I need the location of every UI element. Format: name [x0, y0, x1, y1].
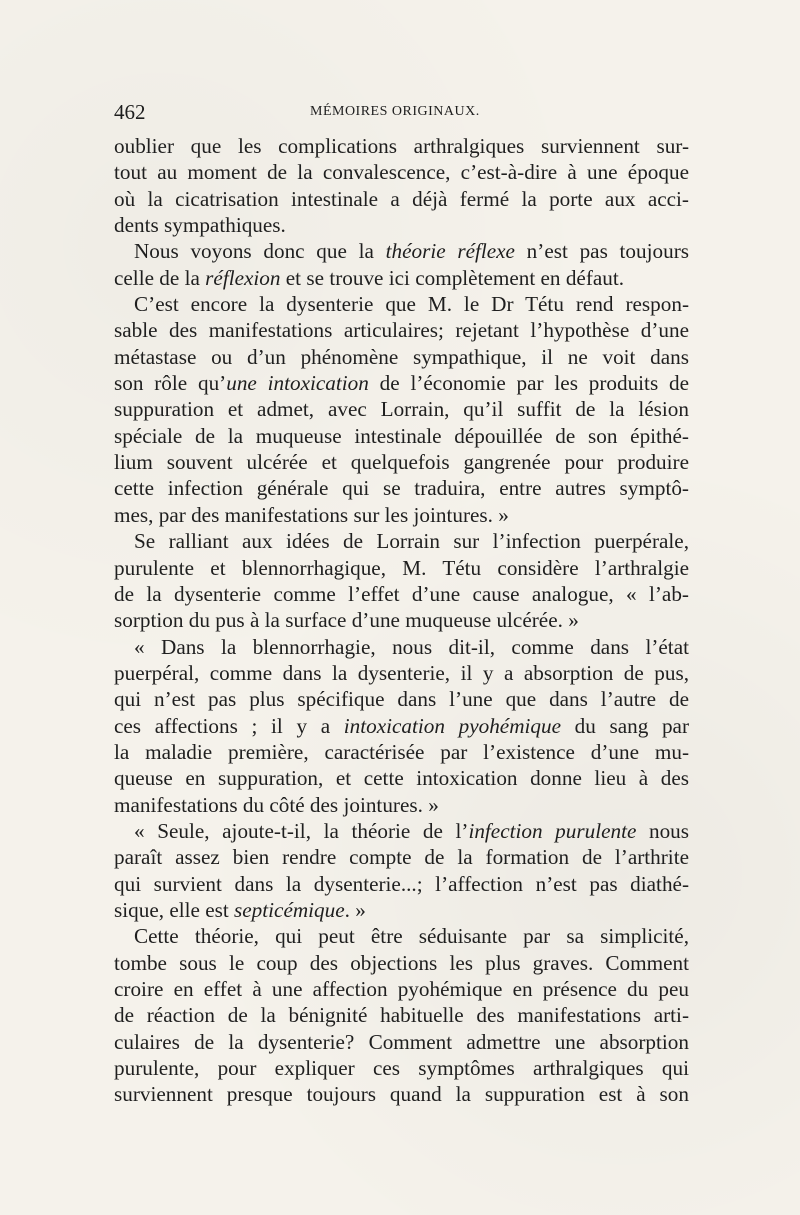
- text-line: [114, 792, 689, 818]
- page-number: 462: [114, 100, 146, 124]
- text-line: [114, 1029, 689, 1055]
- text-segment: nous: [636, 818, 689, 843]
- text-line: [114, 317, 689, 343]
- text-line: [114, 159, 689, 185]
- text-segment: . »: [344, 897, 366, 922]
- text-segment: de la dysenterie comme l’effet d’une cause analogue, « l’ab-: [114, 581, 689, 606]
- italic-text: une intoxication: [226, 371, 369, 396]
- text-segment: tombe sous le coup des objections les plus graves. Comment: [114, 950, 689, 975]
- text-line: [114, 449, 689, 475]
- text-segment: croire en effet à une affection pyohémique en présence du peu: [114, 977, 689, 1001]
- text-segment: C’est encore la dysenterie que M. le Dr Tétu rend respon-: [134, 292, 689, 317]
- text-segment: sorption du pus à la surface d’une muqueuse ulcérée. »: [114, 608, 579, 633]
- page-header: [114, 100, 694, 124]
- text-line: [114, 212, 689, 238]
- text-line: [114, 844, 689, 870]
- text-line: [114, 923, 689, 949]
- text-line: [114, 475, 689, 501]
- text-segment: du sang par: [560, 713, 689, 738]
- text-line: [114, 976, 689, 1002]
- text-line: [114, 186, 689, 212]
- text-segment: culaires de la dysenterie? Comment admettre une absorption: [114, 1029, 689, 1054]
- text-line: [114, 686, 689, 712]
- text-segment: manifestations du côté des jointures. »: [114, 792, 439, 817]
- italic-text: intoxication pyohémique: [343, 713, 561, 738]
- text-segment: où la cicatrisation intestinale a déjà fermé la porte aux acci-: [114, 186, 689, 211]
- text-line: [114, 1081, 689, 1107]
- text-segment: n’est pas toujours: [514, 239, 689, 264]
- text-line: [114, 265, 689, 291]
- text-line: [114, 396, 689, 422]
- text-segment: de l’économie par les produits de: [368, 371, 689, 396]
- italic-text: septicémique: [234, 897, 345, 922]
- text-line: [114, 660, 689, 686]
- text-segment: et se trouve ici complètement en défaut.: [280, 265, 625, 290]
- text-segment: purulente, pour expliquer ces symptômes arthralgiques qui: [114, 1056, 689, 1081]
- text-line: [114, 528, 689, 554]
- text-segment: mes, par des manifestations sur les jointures. »: [114, 502, 509, 527]
- text-segment: sable des manifestations articulaires; rejetant l’hypothèse d’une: [114, 318, 689, 343]
- text-line: [114, 344, 689, 370]
- text-segment: qui survient dans la dysenterie...; l’affection n’est pas diathé-: [114, 871, 689, 896]
- text-segment: Se ralliant aux idées de Lorrain sur l’infection puerpérale,: [134, 529, 689, 554]
- text-segment: tout au moment de la convalescence, c’est-à-dire à une époque: [114, 160, 689, 185]
- text-line: [114, 818, 689, 844]
- text-segment: de réaction de la bénignité habituelle des manifestations arti-: [114, 1003, 689, 1028]
- text-line: [114, 1055, 689, 1081]
- text-line: [114, 581, 689, 607]
- text-segment: spéciale de la muqueuse intestinale dépouillée de son épithé-: [114, 423, 689, 448]
- text-line: [114, 634, 689, 660]
- text-line: [114, 370, 689, 396]
- text-line: [114, 238, 689, 264]
- text-segment: suppuration et admet, avec Lorrain, qu’il suffit de la lésion: [114, 397, 689, 422]
- text-segment: qui n’est pas plus spécifique dans l’une que dans l’autre de: [114, 687, 689, 712]
- text-segment: « Dans la blennorrhagie, nous dit-il, comme dans l’état: [134, 634, 689, 659]
- italic-text: infection purulente: [468, 818, 637, 843]
- text-segment: cette infection générale qui se traduira, entre autres symptô-: [114, 476, 689, 501]
- text-line: [114, 555, 689, 581]
- text-line: [114, 502, 689, 528]
- text-line: [114, 739, 689, 765]
- text-line: [114, 897, 689, 923]
- text-segment: la maladie première, caractérisée par l’existence d’une mu-: [114, 739, 689, 764]
- text-segment: surviennent presque toujours quand la suppuration est à son: [114, 1082, 689, 1107]
- text-line: [114, 133, 689, 159]
- italic-text: théorie réflexe: [385, 239, 515, 264]
- body-text: [114, 133, 689, 1108]
- text-segment: Cette théorie, qui peut être séduisante par sa simplicité,: [134, 924, 689, 949]
- text-line: [114, 1002, 689, 1028]
- italic-text: réflexion: [205, 265, 281, 290]
- text-segment: dents sympathiques.: [114, 213, 286, 238]
- text-segment: sique, elle est: [114, 897, 235, 922]
- text-segment: lium souvent ulcérée et quelquefois gangrenée pour produire: [114, 450, 689, 475]
- text-segment: purulente et blennorrhagique, M. Tétu considère l’arthralgie: [114, 555, 689, 580]
- text-line: [114, 291, 689, 317]
- text-line: [114, 871, 689, 897]
- text-segment: paraît assez bien rendre compte de la formation de l’arthrite: [114, 845, 689, 870]
- text-segment: Nous voyons donc que la: [134, 239, 386, 264]
- text-segment: oublier que les complications arthralgiques surviennent sur-: [114, 134, 689, 158]
- text-segment: métastase ou d’un phénomène sympathique, il ne voit dans: [114, 344, 689, 369]
- text-line: [114, 950, 689, 976]
- text-line: [114, 765, 689, 791]
- running-head: MÉMOIRES ORIGINAUX.: [310, 104, 480, 119]
- text-segment: queuse en suppuration, et cette intoxication donne lieu à des: [114, 766, 689, 791]
- text-segment: ces affections ; il y a: [114, 713, 344, 738]
- text-line: [114, 423, 689, 449]
- text-line: [114, 607, 689, 633]
- text-segment: « Seule, ajoute-t-il, la théorie de l’: [134, 818, 469, 843]
- text-segment: puerpéral, comme dans la dysenterie, il y a absorption de pus,: [114, 660, 689, 685]
- text-line: [114, 713, 689, 739]
- text-segment: son rôle qu’: [114, 371, 227, 396]
- text-segment: celle de la: [114, 265, 206, 290]
